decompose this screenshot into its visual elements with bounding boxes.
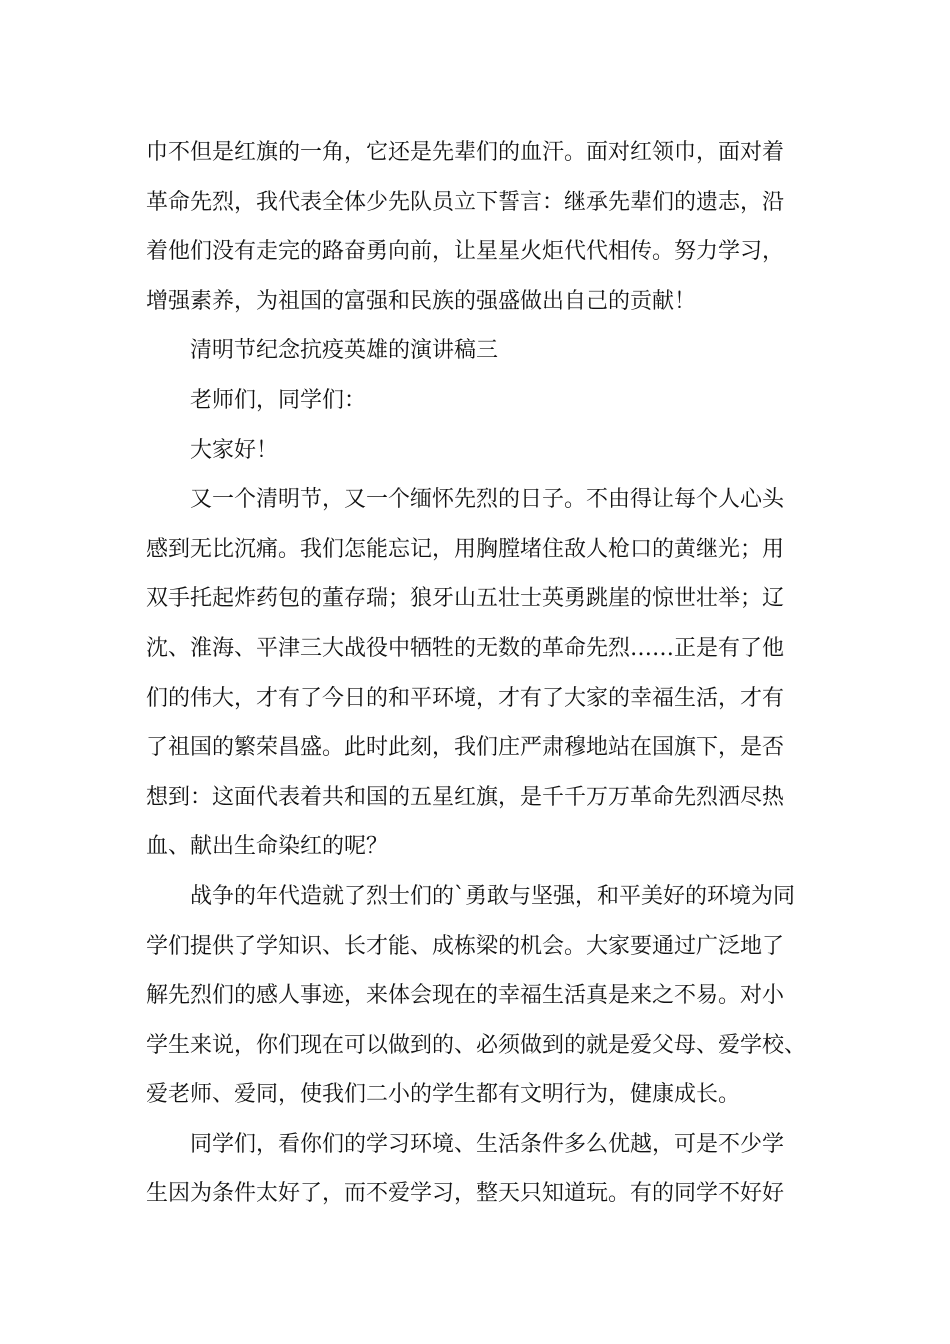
text-line: 感到无比沉痛。我们怎能忘记，用胸膛堵住敌人枪口的黄继光；用: [146, 536, 785, 562]
text-line: 血、献出生命染红的呢？: [146, 834, 389, 860]
text-line: 们的伟大，才有了今日的和平环境，才有了大家的幸福生活，才有: [146, 685, 785, 711]
text-line: 增强素养，为祖国的富强和民族的强盛做出自己的贡献！: [146, 288, 697, 314]
text-line: 了祖国的繁荣昌盛。此时此刻，我们庄严肃穆地站在国旗下，是否: [146, 735, 785, 761]
text-line: 巾不但是红旗的一角，它还是先辈们的血汗。面对红领巾，面对着: [146, 140, 785, 165]
text-line: 解先烈们的感人事迹，来体会现在的幸福生活真是来之不易。对小: [146, 983, 785, 1009]
text-line: 同学们，看你们的学习环境、生活条件多么优越，可是不少学: [190, 1131, 785, 1157]
text-line: 大家好！: [190, 437, 279, 463]
text-line: 老师们，同学们：: [190, 387, 367, 413]
text-line: 着他们没有走完的路奋勇向前，让星星火炬代代相传。努力学习，: [146, 239, 785, 265]
text-line: 沈、淮海、平津三大战役中牺牲的无数的革命先烈……正是有了他: [146, 635, 785, 661]
text-line: 学生来说，你们现在可以做到的、必须做到的就是爱父母、爱学校、: [146, 1032, 807, 1058]
text-line: 清明节纪念抗疫英雄的演讲稿三: [190, 338, 499, 364]
text-line: 战争的年代造就了烈士们的`勇敢与坚强，和平美好的环境为同: [190, 883, 796, 909]
text-line: 双手托起炸药包的董存瑞；狼牙山五壮士英勇跳崖的惊世壮举；辽: [146, 586, 785, 612]
text-line: 想到：这面代表着共和国的五星红旗，是千千万万革命先烈洒尽热: [146, 784, 785, 810]
text-line: 爱老师、爱同，使我们二小的学生都有文明行为，健康成长。: [146, 1082, 741, 1108]
text-line: 革命先烈，我代表全体少先队员立下誓言：继承先辈们的遗志，沿: [146, 189, 785, 215]
document-body: [146, 128, 826, 1219]
text-line: 生因为条件太好了，而不爱学习，整天只知道玩。有的同学不好好: [146, 1181, 785, 1207]
text-line: 学们提供了学知识、长才能、成栋梁的机会。大家要通过广泛地了: [146, 933, 785, 959]
text-line: 又一个清明节，又一个缅怀先烈的日子。不由得让每个人心头: [190, 487, 785, 513]
